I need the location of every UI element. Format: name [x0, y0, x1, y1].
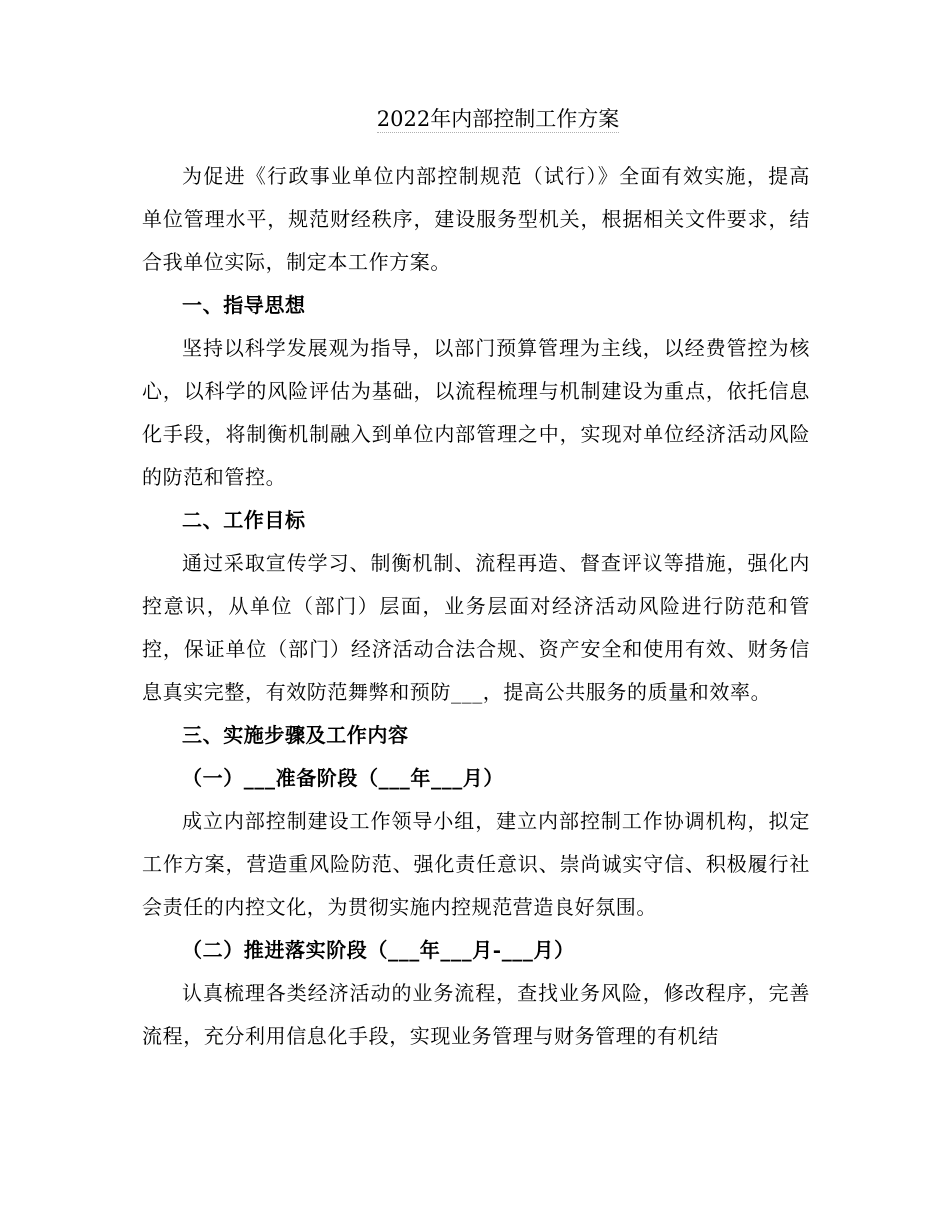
subsection-paragraph-preparation: 成立内部控制建设工作领导小组，建立内部控制工作协调机构，拟定工作方案，营造重风险防范、强化责任意识、崇尚诚实守信、积极履行社会责任的内控文化，为贯彻实施内控规范营造良好氛围。 [142, 809, 810, 919]
document-title-text: 2022年内部控制工作方案 [376, 107, 620, 131]
section-heading-work-goals: 二、工作目标 [182, 508, 306, 532]
subsection-heading-preparation: （一）___准备阶段（___年___月） [182, 766, 504, 790]
subsection-heading-implementation: （二）推进落实阶段（___年___月-___月） [182, 938, 575, 962]
section-paragraph-work-goals: 通过采取宣传学习、制衡机制、流程再造、督查评议等措施，强化内控意识，从单位（部门）层面，业务层面对经济活动风险进行防范和管控，保证单位（部门）经济活动合法合规、资产安全和使用有效、财务信息真实完整，有效防范舞弊和预防___，提高公共服务的质量和效率。 [142, 551, 810, 704]
section-heading-implementation-steps: 三、实施步骤及工作内容 [182, 723, 409, 747]
document-title [0, 102, 950, 136]
section-heading-guiding-thought: 一、指导思想 [182, 293, 306, 317]
intro-paragraph: 为促进《行政事业单位内部控制规范（试行）》全面有效实施，提高单位管理水平，规范财经秩序，建设服务型机关，根据相关文件要求，结合我单位实际，制定本工作方案。 [142, 164, 810, 274]
document-body [142, 155, 810, 1058]
section-paragraph-guiding-thought: 坚持以科学发展观为指导，以部门预算管理为主线，以经费管控为核心，以科学的风险评估为基础，以流程梳理与机制建设为重点，依托信息化手段，将制衡机制融入到单位内部管理之中，实现对单位经济活动风险的防范和管控。 [142, 336, 810, 489]
subsection-paragraph-implementation: 认真梳理各类经济活动的业务流程，查找业务风险，修改程序，完善流程，充分利用信息化手段，实现业务管理与财务管理的有机结 [142, 981, 810, 1048]
